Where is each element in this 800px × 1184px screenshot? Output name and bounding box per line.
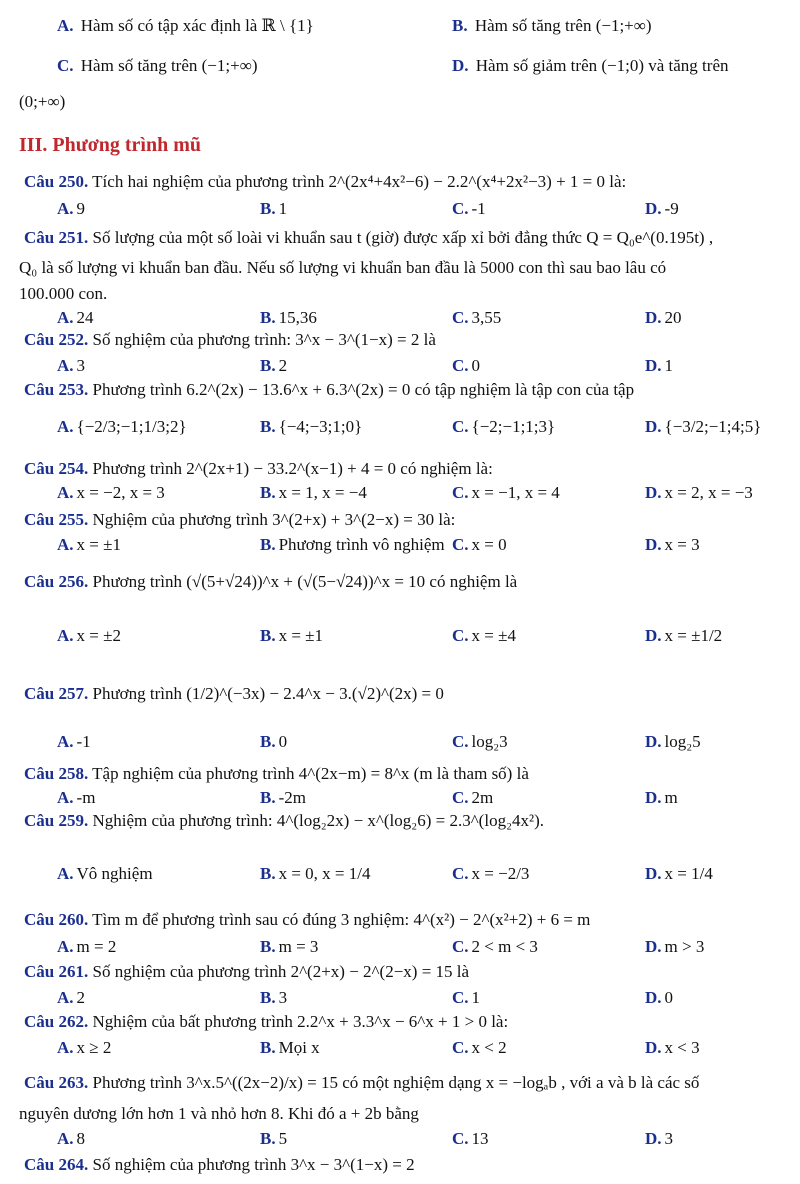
question-text: Phương trình (√(5+√24))^x + (√(5−√24))^x = 10 có nghiệm là	[88, 572, 518, 591]
question-line	[0, 1155, 800, 1175]
option-label: A.	[57, 788, 74, 807]
option-text: log₂5	[664, 732, 701, 751]
answer-option	[57, 626, 121, 646]
option-label: A.	[57, 16, 74, 35]
question-number: Câu 260.	[24, 910, 89, 929]
question-number: Câu 250.	[24, 172, 89, 191]
answer-option	[452, 1129, 489, 1149]
option-label: B.	[260, 308, 276, 327]
option-label: B.	[260, 988, 276, 1007]
option-text: -1	[76, 732, 91, 751]
answer-option	[452, 937, 538, 957]
answer-option	[57, 988, 85, 1008]
question-line	[0, 764, 800, 784]
question-text-continuation: Q₀ là số lượng vi khuẩn ban đầu. Nếu số lượng vi khuẩn ban đầu là 5000 con thì sau bao lâu có	[19, 258, 667, 277]
option-label: C.	[452, 1129, 469, 1148]
option-label: B.	[260, 732, 276, 751]
answer-option	[260, 483, 367, 503]
option-label: D.	[645, 308, 662, 327]
question-number: Câu 251.	[24, 228, 89, 247]
option-label: A.	[57, 535, 74, 554]
answer-option	[452, 483, 560, 503]
option-label: A.	[57, 483, 74, 502]
option-text: x = ±2	[76, 626, 121, 645]
answer-option	[57, 535, 121, 555]
question-text: Phương trình (1/2)^(−3x) − 2.4^x − 3.(√2)^(2x) = 0	[88, 684, 444, 703]
answer-option	[260, 937, 318, 957]
option-label: B.	[260, 199, 276, 218]
option-text: m	[664, 788, 678, 807]
option-text: x = −2, x = 3	[76, 483, 165, 502]
option-label: C.	[452, 308, 469, 327]
question-number: Câu 263.	[24, 1073, 89, 1092]
question-line	[0, 811, 800, 831]
option-text: 2	[278, 356, 288, 375]
question-text: Phương trình 6.2^(2x) − 13.6^x + 6.3^(2x) = 0 có tập nghiệm là tập con của tập	[88, 380, 635, 399]
answer-option	[645, 732, 701, 752]
question-text: Nghiệm của phương trình 3^(2+x) + 3^(2−x) = 30 là:	[88, 510, 456, 529]
answer-option	[452, 864, 529, 884]
question-line	[0, 910, 800, 930]
question-line	[0, 510, 800, 530]
option-label: D.	[645, 626, 662, 645]
option-text: m > 3	[664, 937, 705, 956]
question-line	[0, 572, 800, 592]
option-b	[452, 16, 652, 36]
option-text: 2m	[471, 788, 494, 807]
option-text: Phương trình vô nghiệm	[278, 535, 445, 554]
answer-option	[645, 788, 678, 808]
option-label: B.	[260, 1038, 276, 1057]
question-line	[0, 684, 800, 704]
option-text: 0	[471, 356, 481, 375]
option-text: x = −1, x = 4	[471, 483, 560, 502]
answer-option	[260, 308, 317, 328]
option-d-continuation: (0;+∞)	[19, 92, 66, 111]
section-heading: III. Phương trình mũ	[19, 134, 202, 156]
answer-option	[645, 356, 673, 376]
answer-option	[260, 1129, 287, 1149]
option-label: A.	[57, 864, 74, 883]
option-label: C.	[57, 56, 74, 75]
question-text: Phương trình 2^(2x+1) − 33.2^(x−1) + 4 = 0 có nghiệm là:	[88, 459, 493, 478]
answer-option	[452, 356, 480, 376]
option-text: m = 2	[76, 937, 117, 956]
question-text: Tìm m để phương trình sau có đúng 3 nghiệm: 4^(x²) − 2^(x²+2) + 6 = m	[88, 910, 591, 929]
answer-option	[57, 732, 91, 752]
option-text: -2m	[278, 788, 306, 807]
question-line	[0, 962, 800, 982]
option-text: -9	[664, 199, 679, 218]
answer-option	[645, 1129, 673, 1149]
option-text: 1	[278, 199, 288, 218]
option-text: Vô nghiệm	[76, 864, 153, 883]
option-label: C.	[452, 356, 469, 375]
question-line	[0, 380, 800, 400]
option-text: 0	[278, 732, 288, 751]
question-line	[0, 1012, 800, 1032]
option-label: B.	[260, 1129, 276, 1148]
question-line	[0, 459, 800, 479]
question-text: Số nghiệm của phương trình 3^x − 3^(1−x) = 2	[88, 1155, 415, 1174]
option-text: 1	[664, 356, 674, 375]
option-label: C.	[452, 1038, 469, 1057]
answer-option	[645, 864, 713, 884]
option-text: x = −2/3	[471, 864, 530, 883]
option-label: B.	[260, 535, 276, 554]
question-text-continuation: nguyên dương lớn hơn 1 và nhỏ hơn 8. Khi đó a + 2b bằng	[19, 1104, 419, 1123]
option-text: x = 1/4	[664, 864, 713, 883]
option-label: D.	[645, 535, 662, 554]
option-label: A.	[57, 356, 74, 375]
option-text: {−2;−1;1;3}	[471, 417, 556, 436]
answer-option	[645, 535, 700, 555]
answer-option	[260, 1038, 320, 1058]
option-label: B.	[452, 16, 468, 35]
option-label: B.	[260, 483, 276, 502]
option-text: {−4;−3;1;0}	[278, 417, 363, 436]
question-text: Nghiệm của phương trình: 4^(log₂2x) − x^(log₂6) = 2.3^(log₂4x²).	[88, 811, 544, 830]
question-text: Phương trình 3^x.5^((2x−2)/x) = 15 có một nghiệm dạng x = −logₐb , với a và b là các số	[88, 1073, 700, 1092]
question-text: Tập nghiệm của phương trình 4^(2x−m) = 8^x (m là tham số) là	[88, 764, 529, 783]
option-label: C.	[452, 626, 469, 645]
answer-option	[260, 732, 287, 752]
option-text: x = ±1	[76, 535, 121, 554]
answer-option	[260, 199, 287, 219]
answer-option	[452, 988, 480, 1008]
option-label: B.	[260, 788, 276, 807]
answer-option	[645, 308, 682, 328]
question-number: Câu 264.	[24, 1155, 89, 1174]
option-text: Hàm số có tập xác định là ℝ \ {1}	[80, 16, 314, 35]
option-text: 5	[278, 1129, 288, 1148]
option-text: 3	[278, 988, 288, 1007]
answer-option	[645, 1038, 700, 1058]
option-text: m = 3	[278, 937, 319, 956]
answer-option	[260, 626, 323, 646]
option-label: D.	[645, 417, 662, 436]
option-label: C.	[452, 535, 469, 554]
option-label: A.	[57, 988, 74, 1007]
question-number: Câu 252.	[24, 330, 89, 349]
option-text: 2	[76, 988, 86, 1007]
option-text: x ≥ 2	[76, 1038, 112, 1057]
answer-option	[260, 864, 371, 884]
option-text: 24	[76, 308, 94, 327]
option-text: 2 < m < 3	[471, 937, 538, 956]
option-text: {−2/3;−1;1/3;2}	[76, 417, 187, 436]
answer-option	[452, 732, 508, 752]
option-label: A.	[57, 199, 74, 218]
option-label: C.	[452, 864, 469, 883]
answer-option	[57, 483, 165, 503]
option-label: D.	[645, 864, 662, 883]
question-number: Câu 256.	[24, 572, 89, 591]
question-number: Câu 257.	[24, 684, 89, 703]
option-d	[452, 56, 729, 76]
answer-option	[57, 308, 94, 328]
option-text: x = 1, x = −4	[278, 483, 367, 502]
question-number: Câu 262.	[24, 1012, 89, 1031]
option-label: D.	[645, 788, 662, 807]
option-label: A.	[57, 1129, 74, 1148]
option-label: A.	[57, 937, 74, 956]
option-label: A.	[57, 732, 74, 751]
answer-option	[452, 626, 516, 646]
option-label: D.	[645, 937, 662, 956]
option-label: C.	[452, 937, 469, 956]
answer-option	[452, 199, 486, 219]
option-c	[57, 56, 257, 76]
answer-option	[57, 417, 187, 437]
option-text: x = 0, x = 1/4	[278, 864, 371, 883]
option-label: D.	[645, 1129, 662, 1148]
option-label: C.	[452, 988, 469, 1007]
question-text: Số lượng của một số loài vi khuẩn sau t (giờ) được xấp xỉ bởi đẳng thức Q = Q₀e^(0.195t) ,	[88, 228, 714, 247]
option-text: 8	[76, 1129, 86, 1148]
answer-option	[57, 937, 116, 957]
option-label: C.	[452, 199, 469, 218]
option-text: 15,36	[278, 308, 317, 327]
answer-option	[452, 1038, 507, 1058]
option-label: D.	[645, 483, 662, 502]
answer-option	[57, 356, 85, 376]
question-line	[0, 228, 800, 248]
answer-option	[452, 308, 501, 328]
question-line	[0, 330, 800, 350]
option-text: -m	[76, 788, 96, 807]
question-number: Câu 254.	[24, 459, 89, 478]
answer-option	[645, 417, 761, 437]
option-text: 3	[76, 356, 86, 375]
answer-option	[57, 864, 153, 884]
option-label: D.	[645, 988, 662, 1007]
option-text: x < 2	[471, 1038, 507, 1057]
answer-option	[260, 535, 445, 555]
option-label: D.	[645, 732, 662, 751]
option-label: D.	[645, 356, 662, 375]
answer-option	[260, 417, 362, 437]
option-label: D.	[452, 56, 469, 75]
option-text: x = ±4	[471, 626, 516, 645]
option-text: 13	[471, 1129, 489, 1148]
answer-option	[645, 199, 679, 219]
question-number: Câu 259.	[24, 811, 89, 830]
answer-option	[57, 1129, 85, 1149]
option-text: 3,55	[471, 308, 502, 327]
option-label: B.	[260, 864, 276, 883]
question-text: Tích hai nghiệm của phương trình 2^(2x⁴+4x²−6) − 2.2^(x⁴+2x²−3) + 1 = 0 là:	[88, 172, 627, 191]
option-label: B.	[260, 626, 276, 645]
option-text: Hàm số tăng trên (−1;+∞)	[474, 16, 652, 35]
option-label: A.	[57, 626, 74, 645]
answer-option	[57, 199, 85, 219]
answer-option	[260, 988, 287, 1008]
option-label: D.	[645, 1038, 662, 1057]
answer-option	[645, 988, 673, 1008]
answer-option	[645, 483, 753, 503]
option-text: {−3/2;−1;4;5}	[664, 417, 762, 436]
question-line	[0, 1073, 800, 1093]
answer-option	[260, 356, 287, 376]
option-text: Mọi x	[278, 1038, 320, 1057]
option-text: 3	[664, 1129, 674, 1148]
answer-option	[645, 937, 704, 957]
option-text: Hàm số giảm trên (−1;0) và tăng trên	[475, 56, 729, 75]
option-text: 0	[664, 988, 674, 1007]
question-text-continuation: 100.000 con.	[19, 284, 108, 303]
option-label: B.	[260, 356, 276, 375]
question-number: Câu 261.	[24, 962, 89, 981]
question-line	[0, 172, 800, 192]
option-label: C.	[452, 483, 469, 502]
answer-option	[452, 417, 555, 437]
option-label: C.	[452, 732, 469, 751]
answer-option	[645, 626, 722, 646]
option-text: x = 2, x = −3	[664, 483, 753, 502]
option-text: 1	[471, 988, 481, 1007]
question-text: Nghiệm của bất phương trình 2.2^x + 3.3^x − 6^x + 1 > 0 là:	[88, 1012, 509, 1031]
question-text: Số nghiệm của phương trình: 3^x − 3^(1−x) = 2 là	[88, 330, 436, 349]
question-number: Câu 253.	[24, 380, 89, 399]
option-label: A.	[57, 417, 74, 436]
option-label: B.	[260, 937, 276, 956]
answer-option	[452, 788, 493, 808]
answer-option	[57, 1038, 111, 1058]
option-text: x = ±1/2	[664, 626, 723, 645]
option-text: x = ±1	[278, 626, 324, 645]
option-text: x < 3	[664, 1038, 700, 1057]
option-label: A.	[57, 308, 74, 327]
option-text: Hàm số tăng trên (−1;+∞)	[80, 56, 258, 75]
answer-option	[57, 788, 95, 808]
option-label: D.	[645, 199, 662, 218]
question-number: Câu 255.	[24, 510, 89, 529]
option-text: 9	[76, 199, 86, 218]
option-text: x = 0	[471, 535, 507, 554]
option-label: C.	[452, 417, 469, 436]
question-number: Câu 258.	[24, 764, 89, 783]
answer-option	[452, 535, 507, 555]
option-text: -1	[471, 199, 486, 218]
option-label: A.	[57, 1038, 74, 1057]
question-text: Số nghiệm của phương trình 2^(2+x) − 2^(2−x) = 15 là	[88, 962, 470, 981]
option-a	[57, 16, 314, 36]
answer-option	[260, 788, 306, 808]
option-text: 20	[664, 308, 682, 327]
option-label: B.	[260, 417, 276, 436]
option-text: log₂3	[471, 732, 508, 751]
option-text: x = 3	[664, 535, 700, 554]
option-label: C.	[452, 788, 469, 807]
